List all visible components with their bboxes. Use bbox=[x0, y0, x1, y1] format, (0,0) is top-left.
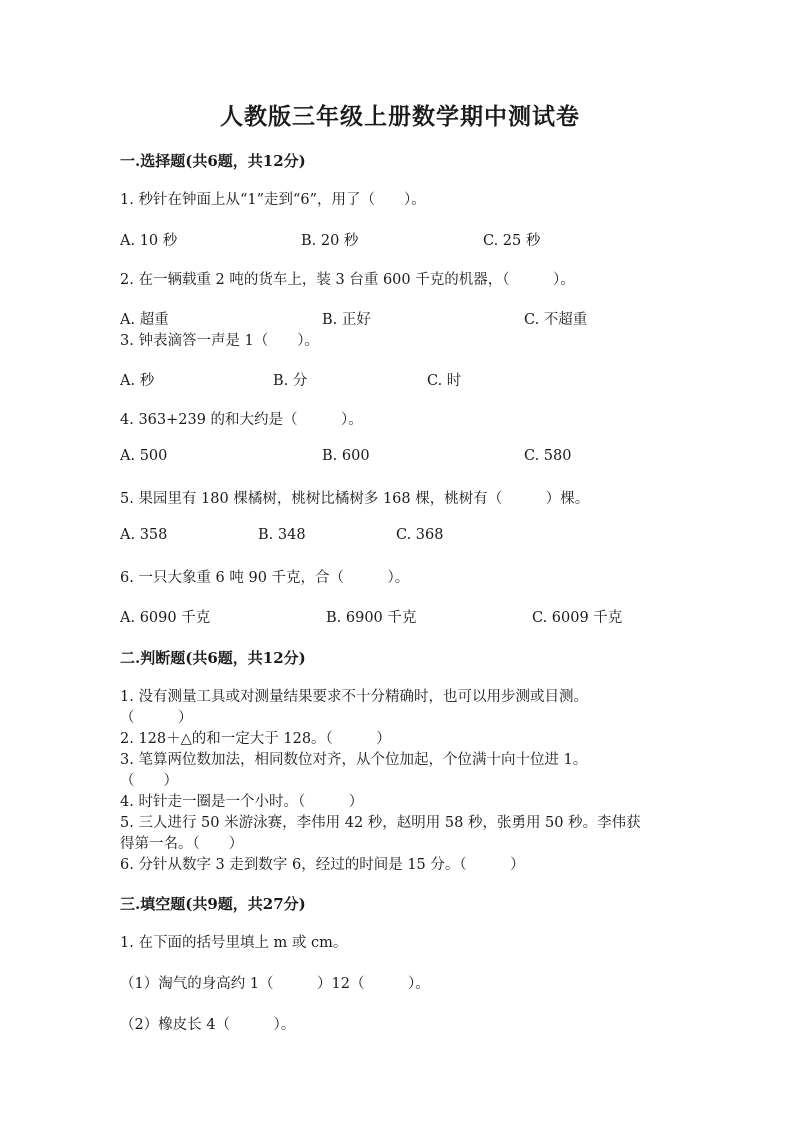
option-c: C. 368 bbox=[396, 527, 444, 543]
option-b: B. 348 bbox=[258, 527, 306, 543]
option-a: A. 超重 bbox=[120, 312, 169, 328]
fill-line: （2）橡皮长 4（ ）。 bbox=[120, 1017, 296, 1033]
judgment-line: （ ） bbox=[120, 773, 178, 789]
question-stem: 3. 钟表滴答一声是 1（ ）。 bbox=[120, 333, 320, 349]
option-a: A. 500 bbox=[120, 448, 168, 464]
option-c: C. 580 bbox=[524, 448, 572, 464]
option-b: B. 6900 千克 bbox=[326, 610, 417, 626]
judgment-line: 1. 没有测量工具或对测量结果要求不十分精确时，也可以用步测或目测。 bbox=[120, 689, 588, 705]
option-a: A. 358 bbox=[120, 527, 168, 543]
judgment-line: 得第一名。（ ） bbox=[120, 836, 244, 852]
question-stem: 5. 果园里有 180 棵橘树，桃树比橘树多 168 棵，桃树有（ ）棵。 bbox=[120, 491, 590, 507]
judgment-line: 3. 笔算两位数加法，相同数位对齐，从个位加起，个位满十向十位进 1。 bbox=[120, 752, 588, 768]
section-heading-judgment: 二.判断题(共6题，共12分) bbox=[120, 649, 306, 667]
section-heading-choice: 一.选择题(共6题，共12分) bbox=[120, 152, 306, 170]
fill-line: 1. 在下面的括号里填上 m 或 cm。 bbox=[120, 935, 348, 951]
option-b: B. 正好 bbox=[322, 312, 371, 328]
judgment-line: 5. 三人进行 50 米游泳赛，李伟用 42 秒，赵明用 58 秒，张勇用 50 秒。李伟获 bbox=[120, 815, 641, 831]
option-a: A. 秒 bbox=[120, 373, 155, 389]
option-c: C. 不超重 bbox=[524, 312, 588, 328]
fill-line: （1）淘气的身高约 1（ ）12（ ）。 bbox=[120, 976, 430, 992]
option-b: B. 600 bbox=[322, 448, 370, 464]
judgment-line: 2. 128＋△的和一定大于 128。（ ） bbox=[120, 731, 391, 747]
page-title: 人教版三年级上册数学期中测试卷 bbox=[220, 103, 580, 130]
option-a: A. 10 秒 bbox=[120, 233, 178, 249]
section-heading-fill: 三.填空题(共9题，共27分) bbox=[120, 895, 306, 913]
judgment-line: 6. 分针从数字 3 走到数字 6，经过的时间是 15 分。（ ） bbox=[120, 857, 525, 873]
option-c: C. 25 秒 bbox=[483, 233, 541, 249]
question-stem: 4. 363+239 的和大约是（ ）。 bbox=[120, 412, 363, 428]
option-a: A. 6090 千克 bbox=[120, 610, 211, 626]
judgment-line: 4. 时针走一圈是一个小时。（ ） bbox=[120, 794, 364, 810]
option-b: B. 20 秒 bbox=[301, 233, 359, 249]
question-stem: 6. 一只大象重 6 吨 90 千克，合（ ）。 bbox=[120, 570, 410, 586]
option-b: B. 分 bbox=[273, 373, 308, 389]
judgment-line: （ ） bbox=[120, 710, 193, 726]
option-c: C. 时 bbox=[427, 373, 462, 389]
option-c: C. 6009 千克 bbox=[532, 610, 623, 626]
question-stem: 1. 秒针在钟面上从“1”走到“6”，用了（ ）。 bbox=[120, 192, 426, 208]
question-stem: 2. 在一辆载重 2 吨的货车上，装 3 台重 600 千克的机器，（ ）。 bbox=[120, 272, 575, 288]
